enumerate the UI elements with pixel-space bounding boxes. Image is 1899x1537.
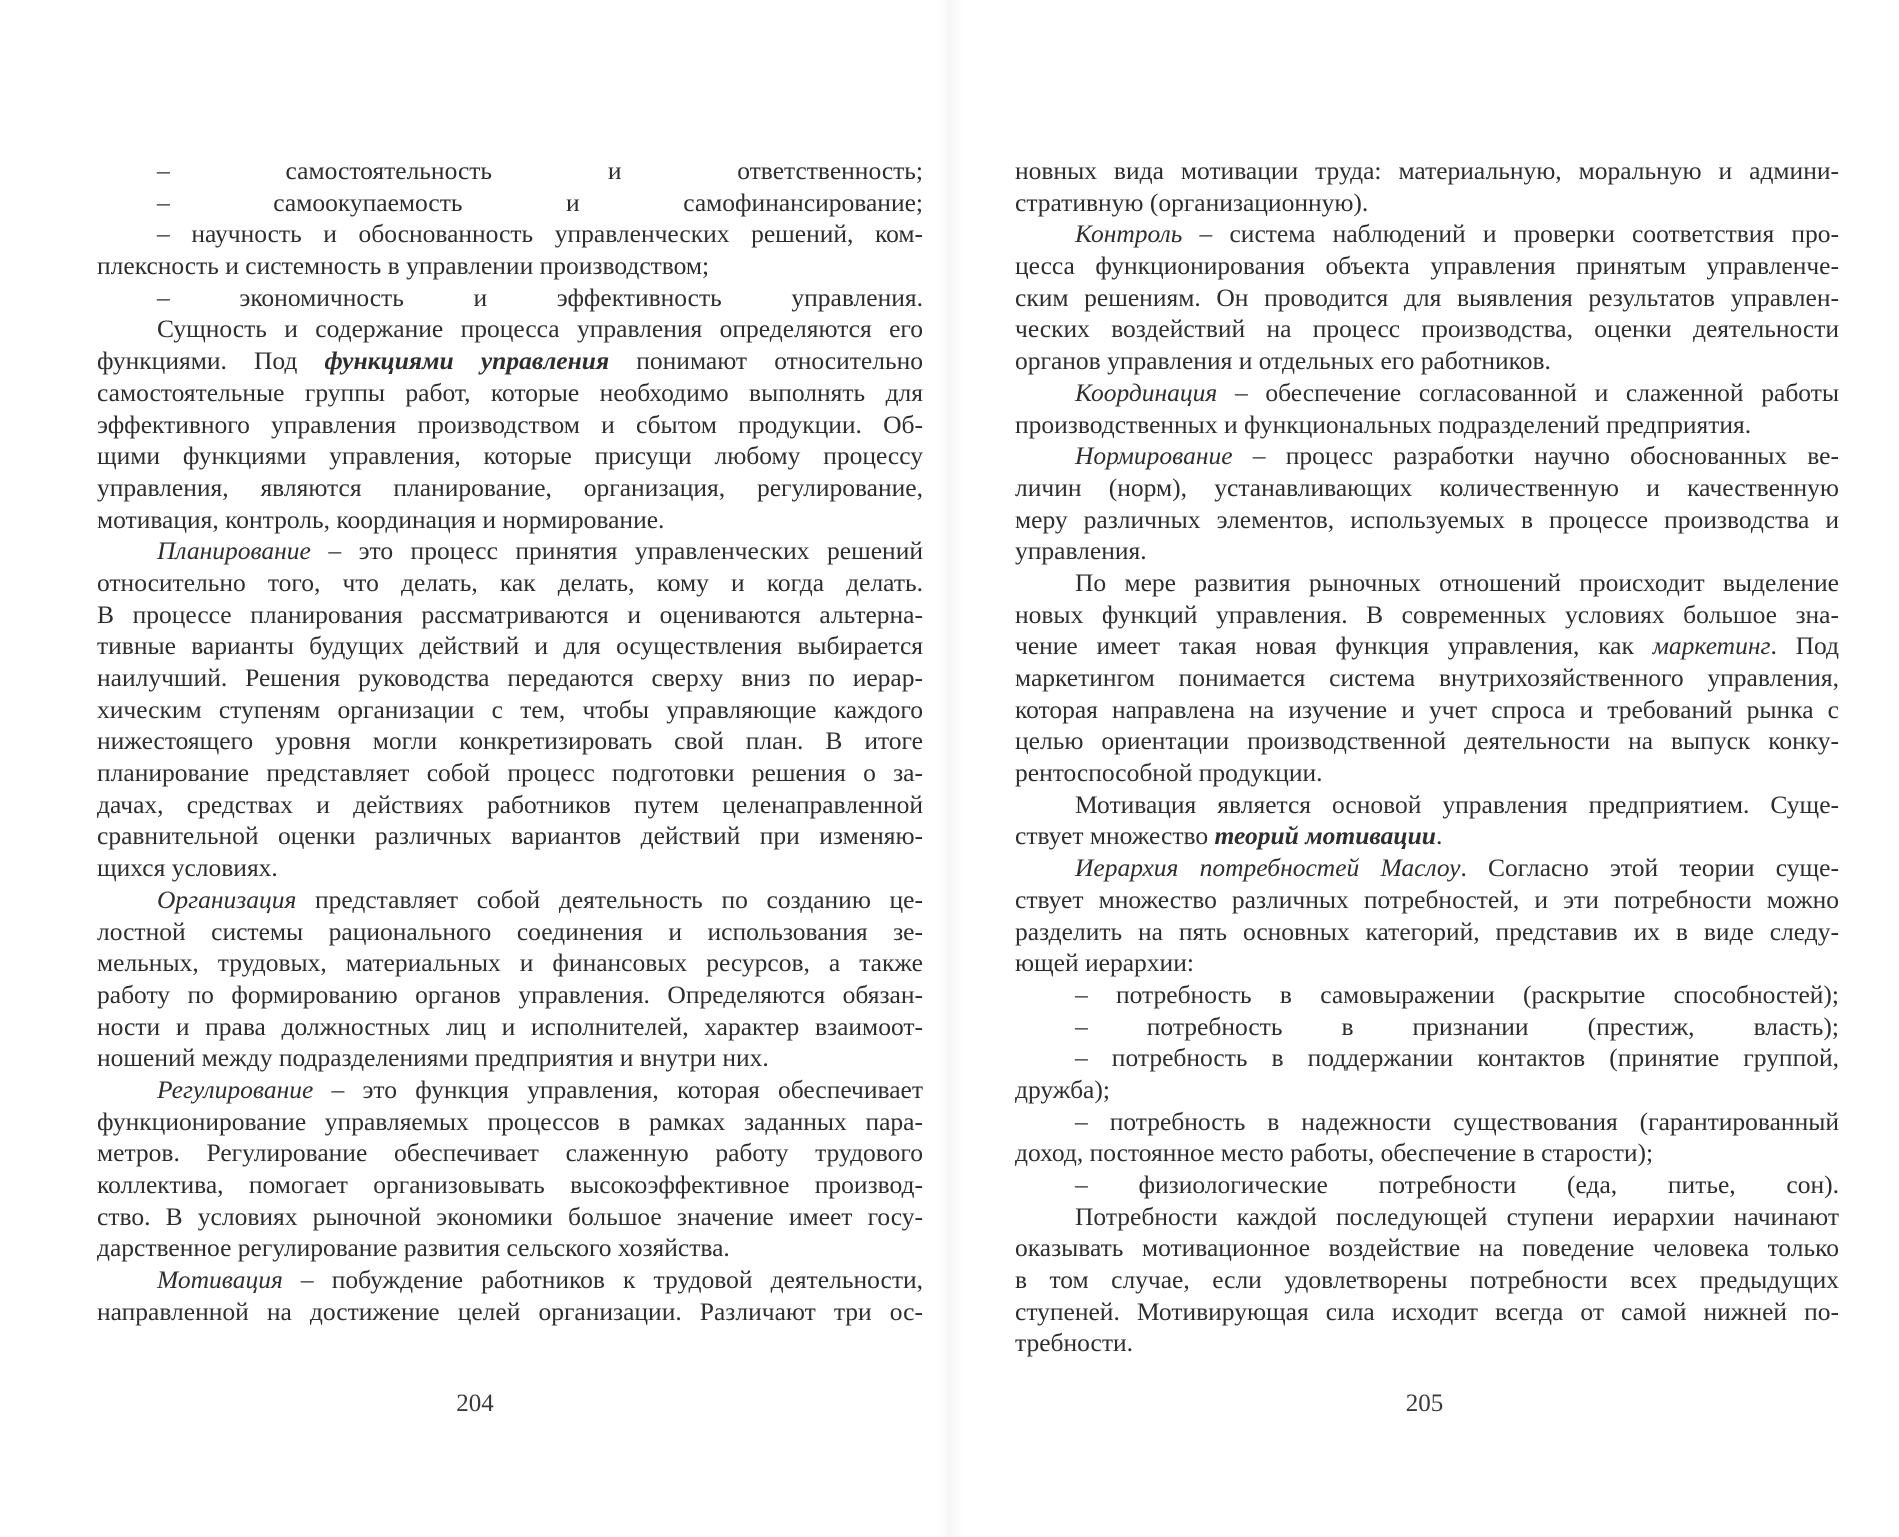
text-line: новых функций управления. В современных условиях большое зна- xyxy=(1015,599,1839,629)
text-line: ющей иерархии: xyxy=(1015,948,1194,978)
text-line: ствует множество различных потребностей, и эти потребности можно xyxy=(1015,884,1839,914)
text-line: щими функциями управления, которые присущи любому процессу xyxy=(97,441,923,471)
text-line: ности и права должностных лиц и исполнителей, характер взаимоот- xyxy=(97,1011,923,1041)
text-line: целью ориентации производственной деятельности на выпуск конку- xyxy=(1015,726,1839,756)
text-line: ческих воздействий на процесс производства, оценки деятельности xyxy=(1015,314,1839,344)
text-line: эффективного управления производством и сбытом продукции. Об- xyxy=(97,409,923,439)
text-line: личин (норм), устанавливающих количественную и качественную xyxy=(1015,472,1839,502)
text-line: мотивация, контроль, координация и нормирование. xyxy=(97,504,665,534)
text-line: – потребность в поддержании контактов (принятие группой, xyxy=(1075,1043,1839,1073)
text-line: сравнительной оценки различных вариантов действий при изменяю- xyxy=(97,821,923,851)
text-line: самостоятельные группы работ, которые необходимо выполнять для xyxy=(97,377,923,407)
right-page-number: 205 xyxy=(1405,1390,1444,1417)
text-line: Регулирование – это функция управления, которая обеспечивает xyxy=(157,1074,923,1104)
text-line: направленной на достижение целей организации. Различают три ос- xyxy=(97,1296,923,1326)
italic-term: Мотивация xyxy=(157,1265,283,1295)
text-line: наилучший. Решения руководства передаются сверху вниз по иерар- xyxy=(97,663,923,692)
text-line: ство. В условиях рыночной экономики большое значение имеет госу- xyxy=(97,1201,923,1231)
bold-term: теорий мотивации xyxy=(1214,821,1436,851)
italic-term: Контроль xyxy=(1075,219,1183,249)
text-line: Мотивация – побуждение работников к трудовой деятельности, xyxy=(157,1265,923,1295)
text-line: – физиологические потребности (еда, питье, сон). xyxy=(1075,1170,1839,1199)
text-line: – экономичность и эффективность управления. xyxy=(157,282,923,312)
text-line: лостной системы рационального соединения и использования зе- xyxy=(97,916,923,946)
text-line: оказывать мотивационное воздействие на поведение человека только xyxy=(1015,1233,1839,1263)
text-line: в том случае, если удовлетворены потребности всех предыдущих xyxy=(1015,1265,1839,1295)
text-line: – потребность в признании (престиж, власть); xyxy=(1075,1011,1839,1041)
text-line: относительно того, что делать, как делать, кому и когда делать. xyxy=(97,567,923,597)
italic-term: Организация xyxy=(157,884,297,914)
text-line: Контроль – система наблюдений и проверки соответствия про- xyxy=(1075,219,1839,249)
italic-term: Нормирование xyxy=(1075,441,1233,471)
text-line: работу по формированию органов управления. Определяются обязан- xyxy=(97,979,923,1009)
text-line: планирование представляет собой процесс подготовки решения о за- xyxy=(97,758,923,788)
text-line: меру различных элементов, используемых в процессе производства и xyxy=(1015,504,1839,534)
text-line: управления. xyxy=(1015,536,1147,566)
text-line: Иерархия потребностей Маслоу. Согласно этой теории суще- xyxy=(1075,853,1839,883)
text-line: тивные варианты будущих действий и для осуществления выбирается xyxy=(97,631,923,661)
text-line: хическим ступеням организации с тем, чтобы управляющие каждого xyxy=(97,694,923,724)
text-line: цесса функционирования объекта управления принятым управленче- xyxy=(1015,251,1839,281)
text-line: рентоспособной продукции. xyxy=(1015,758,1323,788)
text-line: дачах, средствах и действиях работников путем целенаправленной xyxy=(97,789,923,819)
text-line: производственных и функциональных подразделений предприятия. xyxy=(1015,409,1752,439)
text-line: Координация – обеспечение согласованной и слаженной работы xyxy=(1075,377,1839,407)
text-line: метров. Регулирование обеспечивает слаженную работу трудового xyxy=(97,1138,923,1168)
text-line: управления, являются планирование, организация, регулирование, xyxy=(97,472,923,502)
text-line: которая направлена на изучение и учет спроса и требований рынка с xyxy=(1015,694,1839,724)
text-line: По мере развития рыночных отношений происходит выделение xyxy=(1075,567,1839,597)
text-line: доход, постоянное место работы, обеспечение в старости); xyxy=(1015,1138,1654,1168)
italic-term: Регулирование xyxy=(157,1074,314,1104)
text-line: дружба); xyxy=(1015,1074,1110,1104)
text-line: разделить на пять основных категорий, представив их в виде следу- xyxy=(1015,916,1839,946)
text-line: требности. xyxy=(1015,1328,1134,1358)
text-line: ношений между подразделениями предприятия и внутри них. xyxy=(97,1043,769,1073)
text-line: функционирование управляемых процессов в рамках заданных пара- xyxy=(97,1106,923,1136)
left-page-text xyxy=(97,155,923,1327)
text-line: органов управления и отдельных его работников. xyxy=(1015,346,1551,376)
text-line: чение имеет такая новая функция управления, как маркетинг. Под xyxy=(1015,631,1839,661)
italic-term: Иерархия потребностей Маслоу xyxy=(1075,853,1461,883)
text-line: нижестоящего уровня могли конкретизировать свой план. В итоге xyxy=(97,726,923,756)
text-line: Планирование – это процесс принятия управленческих решений xyxy=(157,536,923,566)
text-line: – потребность в самовыражении (раскрытие способностей); xyxy=(1075,979,1839,1009)
text-line: – самоокупаемость и самофинансирование; xyxy=(157,187,923,217)
text-line: Мотивация является основой управления предприятием. Суще- xyxy=(1075,789,1839,819)
text-line: – потребность в надежности существования (гарантированный xyxy=(1075,1106,1839,1136)
text-line: маркетингом понимается система внутрихозяйственного управления, xyxy=(1015,663,1839,692)
text-line: щихся условиях. xyxy=(97,853,278,883)
text-line: функциями. Под функциями управления понимают относительно xyxy=(97,346,923,376)
text-line: ствует множество теорий мотивации. xyxy=(1015,821,1443,851)
text-line: Организация представляет собой деятельность по созданию це- xyxy=(157,884,923,914)
text-line: Сущность и содержание процесса управления определяются его xyxy=(157,314,923,344)
text-line: Потребности каждой последующей ступени иерархии начинают xyxy=(1075,1201,1839,1231)
text-line: стративную (организационную). xyxy=(1015,187,1369,217)
italic-term: Координация xyxy=(1075,377,1218,407)
text-line: ступеней. Мотивирующая сила исходит всегда от самой нижней по- xyxy=(1015,1296,1839,1326)
text-line: плексность и системность в управлении производством; xyxy=(97,251,710,281)
right-page xyxy=(950,0,1899,1537)
text-line: – самостоятельность и ответственность; xyxy=(157,156,923,185)
text-line: В процессе планирования рассматриваются и оцениваются альтерна- xyxy=(97,599,923,629)
text-line: Нормирование – процесс разработки научно обоснованных ве- xyxy=(1075,441,1839,471)
text-line: ским решениям. Он проводится для выявления результатов управлен- xyxy=(1015,282,1839,312)
italic-term: маркетинг xyxy=(1652,631,1771,661)
text-line: новных вида мотивации труда: материальную, моральную и админи- xyxy=(1015,156,1839,185)
right-page-text xyxy=(1015,155,1839,1359)
text-line: – научность и обоснованность управленческих решений, ком- xyxy=(157,219,923,249)
left-page-number: 204 xyxy=(456,1390,494,1417)
text-line: мельных, трудовых, материальных и финансовых ресурсов, а также xyxy=(97,948,923,978)
text-line: дарственное регулирование развития сельского хозяйства. xyxy=(97,1233,730,1263)
text-line: коллектива, помогает организовывать высокоэффективное производ- xyxy=(97,1170,923,1199)
bold-term: функциями управления xyxy=(324,346,610,376)
italic-term: Планирование xyxy=(157,536,311,566)
